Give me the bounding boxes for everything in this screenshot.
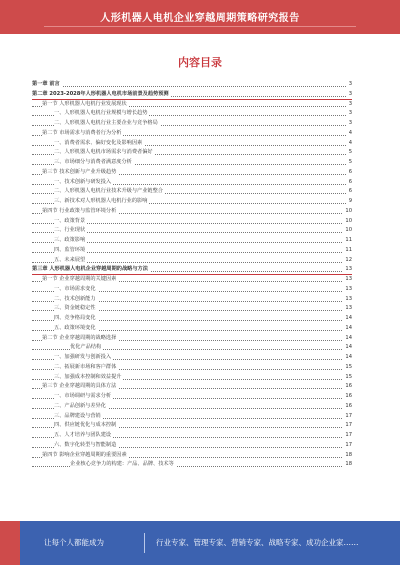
- toc-item-entry[interactable]: [32, 226, 352, 236]
- toc-entry-label: 二、人形机器人电机行业主要企业与竞争格局: [54, 119, 160, 129]
- toc-item-entry[interactable]: [32, 197, 352, 207]
- toc-item-entry[interactable]: [32, 412, 352, 422]
- toc-item-entry[interactable]: [32, 187, 352, 197]
- toc-entry-label: 第一节 人形机器人电机行业发展现状: [42, 100, 129, 110]
- toc-entry-label: 三、新技术对人形机器人电机行业的影响: [54, 197, 149, 207]
- toc-section-entry[interactable]: [32, 207, 352, 217]
- toc-entry-label: 二、人形机器人电机市场需求与消费者偏好: [54, 148, 155, 158]
- toc-entry-label: 一、市场调研与需求分析: [54, 392, 113, 402]
- toc-page-number: 17: [343, 431, 352, 441]
- toc-item-entry[interactable]: [32, 285, 352, 295]
- toc-item-entry[interactable]: [32, 373, 352, 383]
- toc-entry-label: 四、竞争格局变化: [54, 314, 98, 324]
- toc-page-number: 5: [347, 158, 352, 168]
- toc-item-entry[interactable]: [32, 402, 352, 412]
- toc-item-entry[interactable]: [32, 256, 352, 266]
- toc-page-number: 16: [343, 382, 352, 392]
- toc-entry-label: 第一章 前言: [32, 80, 62, 90]
- footer-slogan: 让每个人都能成为: [44, 538, 104, 547]
- toc-item-entry[interactable]: [32, 139, 352, 149]
- toc-page-number: 6: [347, 178, 352, 188]
- toc-entry-label: 第一节 企业穿越周期的关键因素: [42, 275, 118, 285]
- toc-entry-label: 三、政策影响: [54, 236, 87, 246]
- toc-page-number: 5: [347, 148, 352, 158]
- toc-entry-label: 一、市场需求变化: [54, 285, 98, 295]
- toc-page-number: 3: [347, 100, 352, 110]
- toc-page-number: 6: [347, 187, 352, 197]
- toc-entry-label: 三、加强成本控制和效益提升: [54, 373, 123, 383]
- toc-entry-label: 二、技术创新能力: [54, 295, 98, 305]
- toc-entry-label: 一、人形机器人电机行业规模与增长趋势: [54, 109, 149, 119]
- toc-leader-dots: [32, 86, 352, 87]
- footer-roles: 行业专家、管理专家、营销专家、战略专家、成功企业家……: [156, 538, 359, 547]
- toc-item-entry[interactable]: [32, 421, 352, 431]
- table-of-contents: [32, 80, 352, 470]
- toc-entry-label: 第二节 企业穿越周期的战略选择: [42, 334, 118, 344]
- toc-item-entry[interactable]: [32, 460, 352, 470]
- toc-page-number: 13: [343, 304, 352, 314]
- toc-entry-label: 六、数字化转型与智能制造: [54, 441, 118, 451]
- footer-accent: [0, 521, 20, 565]
- toc-item-entry[interactable]: [32, 314, 352, 324]
- toc-page-number: 17: [343, 441, 352, 451]
- toc-item-entry[interactable]: [32, 158, 352, 168]
- toc-page-number: 14: [343, 324, 352, 334]
- toc-item-entry[interactable]: [32, 431, 352, 441]
- toc-entry-label: 第三节 企业穿越周期的具体方法: [42, 382, 118, 392]
- toc-page-number: 3: [347, 109, 352, 119]
- chapter-rule: [32, 274, 352, 275]
- toc-page-number: 10: [343, 207, 352, 217]
- toc-entry-label: 二、产品创新与差异化: [54, 402, 108, 412]
- toc-page-number: 14: [343, 314, 352, 324]
- toc-item-entry[interactable]: [32, 295, 352, 305]
- toc-item-entry[interactable]: [32, 343, 352, 353]
- toc-section-entry[interactable]: [32, 100, 352, 110]
- toc-page-number: 16: [343, 392, 352, 402]
- toc-item-entry[interactable]: [32, 392, 352, 402]
- toc-page-number: 10: [343, 217, 352, 227]
- toc-entry-label: 四、供应链优化与成本控制: [54, 421, 118, 431]
- toc-entry-label: 第三章 人形机器人电机企业穿越周期的战略与方法: [32, 265, 150, 275]
- toc-entry-label: 三、市场细分与消费者满意度分析: [54, 158, 134, 168]
- toc-entry-label: 五、政策环境变化: [54, 324, 98, 334]
- footer-divider: [144, 533, 145, 553]
- toc-item-entry[interactable]: [32, 178, 352, 188]
- toc-page-number: 10: [343, 226, 352, 236]
- toc-page-number: 3: [347, 80, 352, 90]
- toc-item-entry[interactable]: [32, 246, 352, 256]
- toc-page-number: 18: [343, 460, 352, 470]
- toc-entry-label: 二、行业现状: [54, 226, 87, 236]
- toc-entry-label: 三、品牌建设与营销: [54, 412, 103, 422]
- report-title: 人形机器人电机企业穿越周期策略研究报告: [100, 13, 300, 24]
- toc-section-entry[interactable]: [32, 382, 352, 392]
- toc-item-entry[interactable]: [32, 119, 352, 129]
- toc-page-number: 11: [343, 236, 352, 246]
- footer-band: [0, 521, 400, 565]
- toc-page-number: 17: [343, 412, 352, 422]
- toc-page-number: 9: [347, 197, 352, 207]
- toc-page-number: 13: [343, 275, 352, 285]
- toc-item-entry[interactable]: [32, 441, 352, 451]
- toc-entry-label: 一、加强研发与创新投入: [54, 353, 113, 363]
- toc-item-entry[interactable]: [32, 217, 352, 227]
- toc-entry-label: 五、未来展望: [54, 256, 87, 266]
- toc-item-entry[interactable]: [32, 363, 352, 373]
- toc-item-entry[interactable]: [32, 148, 352, 158]
- toc-entry-label: 企业核心竞争力的构建：产品、品牌、技术等: [70, 460, 176, 470]
- toc-item-entry[interactable]: [32, 324, 352, 334]
- toc-item-entry[interactable]: [32, 109, 352, 119]
- toc-page-number: 6: [347, 168, 352, 178]
- toc-entry-label: 第三节 技术创新与产业升级趋势: [42, 168, 118, 178]
- toc-entry-label: 三、资金链稳定性: [54, 304, 98, 314]
- toc-entry-label: 一、政策背景: [54, 217, 87, 227]
- toc-entry-label: 一、消费者需求、偏好变化及影响因素: [54, 139, 144, 149]
- toc-entry-label: 五、人才培养与团队建设: [54, 431, 113, 441]
- toc-entry-label: 一、技术创新与研发投入: [54, 178, 113, 188]
- toc-page-number: 14: [343, 343, 352, 353]
- toc-heading: 内容目录: [178, 56, 222, 69]
- toc-page-number: 4: [347, 129, 352, 139]
- toc-entry-label: 二、拓展新市场和客户群体: [54, 363, 118, 373]
- chapter-rule: [32, 99, 352, 100]
- toc-page-number: 12: [343, 256, 352, 266]
- toc-page-number: 16: [343, 402, 352, 412]
- toc-item-entry[interactable]: [32, 304, 352, 314]
- toc-section-entry[interactable]: [32, 275, 352, 285]
- toc-section-entry[interactable]: [32, 334, 352, 344]
- toc-entry-label: 第四节 影响企业穿越周期的重要因素: [42, 451, 129, 461]
- toc-page-number: 13: [343, 295, 352, 305]
- toc-page-number: 18: [343, 451, 352, 461]
- toc-page-number: 3: [347, 119, 352, 129]
- toc-page-number: 13: [343, 285, 352, 295]
- toc-page-number: 14: [343, 334, 352, 344]
- toc-entry-label: 第二章 2023-2028年人形机器人电机市场前景及趋势预测: [32, 90, 171, 100]
- toc-page-number: 17: [343, 421, 352, 431]
- toc-item-entry[interactable]: [32, 236, 352, 246]
- toc-entry-label: 二、人形机器人电机行业技术升级与产业链整合: [54, 187, 165, 197]
- toc-page-number: 3: [347, 90, 352, 100]
- toc-page-number: 15: [343, 363, 352, 373]
- toc-entry-label: 四、监管环境: [54, 246, 87, 256]
- header-divider: [44, 26, 356, 27]
- toc-page-number: 4: [347, 139, 352, 149]
- toc-page-number: 14: [343, 353, 352, 363]
- toc-page-number: 11: [343, 246, 352, 256]
- toc-section-entry[interactable]: [32, 129, 352, 139]
- toc-item-entry[interactable]: [32, 353, 352, 363]
- toc-page-number: 13: [343, 265, 352, 275]
- toc-chapter-entry[interactable]: [32, 80, 352, 90]
- toc-entry-label: 第四节 行业政策与监管环境分析: [42, 207, 118, 217]
- toc-page-number: 15: [343, 373, 352, 383]
- toc-entry-label: 优化产品结构: [70, 343, 103, 353]
- toc-entry-label: 第二节 市场需求与消费者行为分析: [42, 129, 123, 139]
- toc-section-entry[interactable]: [32, 168, 352, 178]
- toc-section-entry[interactable]: [32, 451, 352, 461]
